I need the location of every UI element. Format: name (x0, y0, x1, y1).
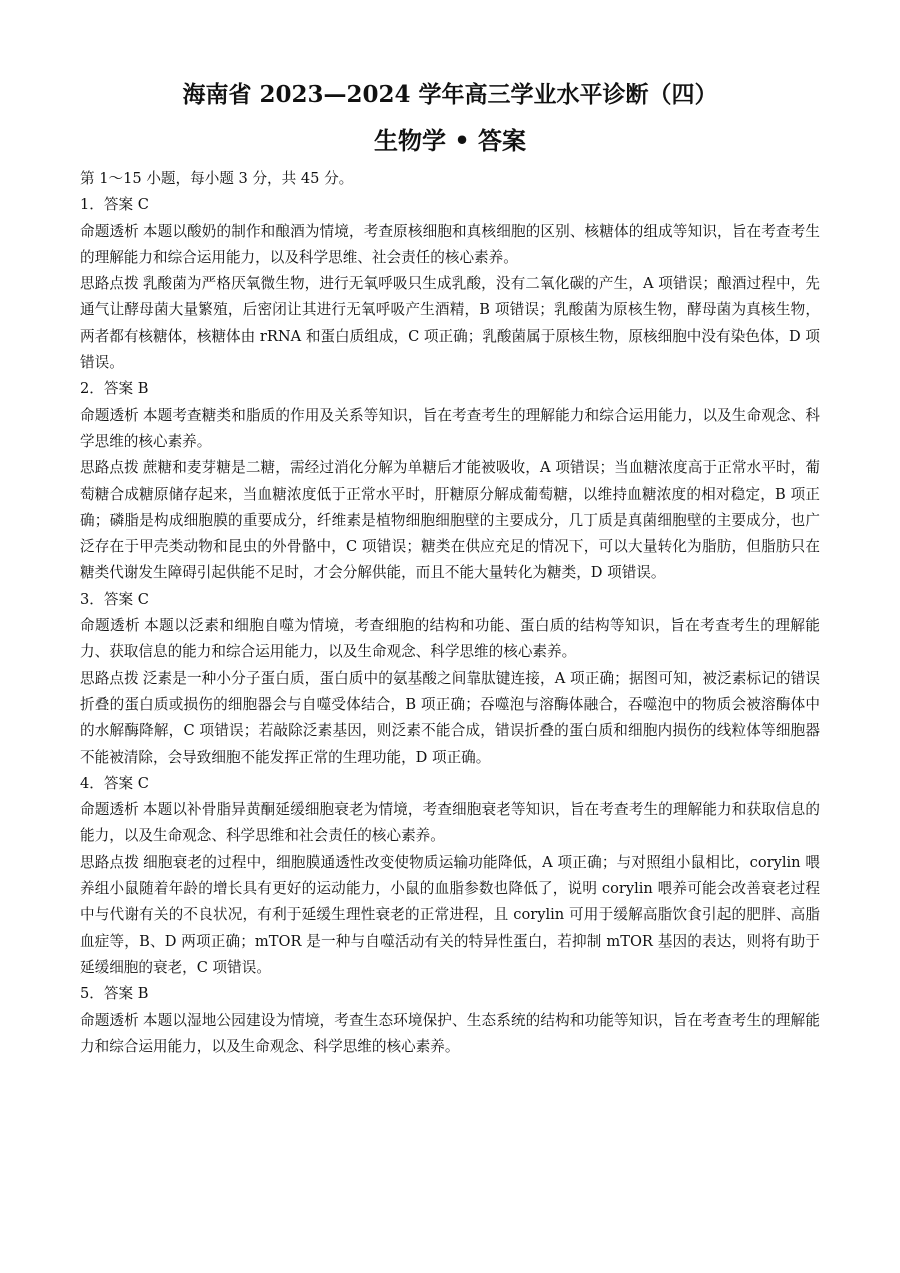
analysis-paragraph (80, 613, 820, 666)
answer-line: 5．答案 B (80, 985, 149, 1003)
analysis-text: 本题以补骨脂异黄酮延缓细胞衰老为情境，考查细胞衰老等知识，旨在考查考生的理解能力和获取信息的能力，以及生命观念、科学思维和社会责任的核心素养。 (80, 801, 820, 845)
analysis-label: 命题透析 (80, 406, 139, 424)
page-subtitle: 生物学 • 答案 (373, 126, 527, 155)
analysis-label: 命题透析 (80, 801, 139, 819)
analysis-text: 本题以泛素和细胞自噬为情境，考查细胞的结构和功能、蛋白质的结构等知识，旨在考查考生的理解能力、获取信息的能力和综合运用能力，以及生命观念、科学思维的核心素养。 (80, 617, 820, 661)
analysis-text: 本题考查糖类和脂质的作用及关系等知识，旨在考查考生的理解能力和综合运用能力，以及生命观念、科学思维的核心素养。 (80, 406, 820, 450)
answer-line: 2．答案 B (80, 380, 149, 398)
hint-label: 思路点拨 (80, 853, 140, 871)
analysis-text: 本题以湿地公园建设为情境，考查生态环境保护、生态系统的结构和功能等知识，旨在考查考生的理解能力和综合运用能力，以及生命观念、科学思维的核心素养。 (80, 1011, 820, 1055)
hint-text: 乳酸菌为严格厌氧微生物，进行无氧呼吸只生成乳酸，没有二氧化碳的产生，A 项错误；酿酒过程中，先通气让酵母菌大量繁殖，后密闭让其进行无氧呼吸产生酒精，B 项错误；乳酸菌为原核生物，酵母菌为真核生物，两者都有核糖体，核糖体由 rRNA 和蛋白质组成，C 项正确；乳酸菌属于原核生物，原核细胞中没有染色体，D 项错误。 (80, 275, 820, 372)
hint-paragraph (80, 850, 820, 981)
answer-content (80, 166, 820, 1060)
analysis-paragraph (80, 219, 820, 272)
hint-text: 蔗糖和麦芽糖是二糖，需经过消化分解为单糖后才能被吸收，A 项错误；当血糖浓度高于正常水平时，葡萄糖合成糖原储存起来，当血糖浓度低于正常水平时，肝糖原分解成葡萄糖，以维持血糖浓度的相对稳定，B 项正确；磷脂是构成细胞膜的重要成分，纤维素是植物细胞细胞壁的主要成分，几丁质是真菌细胞壁的主要成分，也广泛存在于甲壳类动物和昆虫的外骨骼中，C 项错误；糖类在供应充足的情况下，可以大量转化为脂肪，但脂肪只在糖类代谢发生障碍引起供能不足时，才会分解供能，而且不能大量转化为糖类，D 项错误。 (80, 459, 820, 582)
section-intro: 第 1～15 小题，每小题 3 分，共 45 分。 (80, 170, 354, 187)
answer-line: 1．答案 C (80, 196, 149, 214)
answer-line: 4．答案 C (80, 774, 149, 792)
hint-label: 思路点拨 (80, 459, 139, 477)
hint-paragraph (80, 666, 820, 771)
analysis-paragraph (80, 1008, 820, 1061)
analysis-label: 命题透析 (80, 222, 139, 240)
hint-paragraph (80, 271, 820, 376)
hint-paragraph (80, 455, 820, 586)
analysis-paragraph (80, 797, 820, 850)
hint-text: 泛素是一种小分子蛋白质，蛋白质中的氨基酸之间靠肽键连接，A 项正确；据图可知，被泛素标记的错误折叠的蛋白质或损伤的细胞器会与自噬受体结合，B 项正确；吞噬泡与溶酶体融合，吞噬泡中的物质会被溶酶体中的水解酶降解，C 项错误；若敲除泛素基因，则泛素不能合成，错误折叠的蛋白质和细胞内损伤的线粒体等细胞器不能被清除，会导致细胞不能发挥正常的生理功能，D 项正确。 (80, 669, 820, 766)
hint-label: 思路点拨 (80, 669, 139, 687)
answer-line: 3．答案 C (80, 590, 149, 608)
hint-label: 思路点拨 (80, 275, 139, 293)
hint-text: 细胞衰老的过程中，细胞膜通透性改变使物质运输功能降低，A 项正确；与对照组小鼠相比，corylin 喂养组小鼠随着年龄的增长具有更好的运动能力，小鼠的血脂参数也降低了，说明 corylin 喂养可能会改善衰老过程中与代谢有关的不良状况，有利于延缓生理性衰老的正常进程，且 corylin 可用于缓解高脂饮食引起的肥胖、高脂血症等，B、D 两项正确；mTOR 是一种与自噬活动有关的特异性蛋白，若抑制 mTOR 基因的表达，则将有助于延缓细胞的衰老，C 项错误。 (80, 853, 820, 976)
analysis-label: 命题透析 (80, 617, 141, 635)
analysis-text: 本题以酸奶的制作和酿酒为情境，考查原核细胞和真核细胞的区别、核糖体的组成等知识，旨在考查考生的理解能力和综合运用能力，以及科学思维、社会责任的核心素养。 (80, 222, 820, 266)
page-title: 海南省 2023—2024 学年高三学业水平诊断（四） (182, 81, 718, 108)
analysis-paragraph (80, 403, 820, 456)
analysis-label: 命题透析 (80, 1011, 139, 1029)
